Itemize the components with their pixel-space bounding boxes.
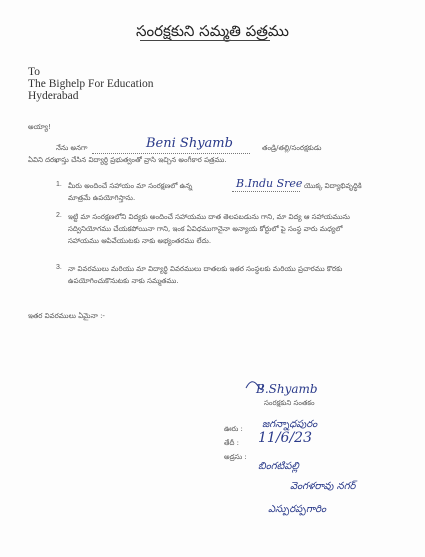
name-fill-line bbox=[92, 152, 250, 154]
guardian-signature-handwritten: B.Shyamb bbox=[256, 382, 318, 396]
item-1-line1-prefix: మీరు అందించే సహాయం మా సంరక్షణలో ఉన్న bbox=[68, 182, 193, 190]
date-label: తేదీ : bbox=[224, 439, 239, 447]
student-name-handwritten: B.Indu Sree bbox=[236, 177, 303, 190]
place-value-handwritten: జగన్నాధపురం bbox=[262, 419, 318, 430]
guardian-name-handwritten: Beni Shyamb bbox=[146, 136, 233, 151]
item-3-line2: ఉపయోగించుకొనుటకు నాకు సమ్మతము. bbox=[68, 277, 179, 285]
item-3-number: 3. bbox=[56, 264, 62, 271]
item-1-line2: మాత్రమే ఉపయోగిస్తాను. bbox=[68, 194, 136, 202]
item-2-line2: సద్వినియోగము చేయకపోయినా గాని, ఇంక ఏవిధముగానైనా అన్యాయ కోర్టులో పై సంస్థ వారు మధ్యలో bbox=[68, 225, 343, 233]
item-3-line1: నా వివరములు మరియు మా విద్యార్థి వివరములు దాతలకు ఇతర సంస్థలకు మరియు ప్రచారము కొరకు bbox=[68, 265, 343, 273]
student-fill-line bbox=[232, 190, 300, 192]
address-line1-handwritten: బింగటిపల్లి bbox=[258, 461, 299, 472]
page-title: సంరక్షకుని సమ్మతి పత్రము bbox=[136, 22, 289, 40]
item-2-number: 2. bbox=[56, 212, 62, 219]
address-line3-handwritten: ఎస్పురప్పగారిం bbox=[268, 504, 327, 515]
item-1-line1-suffix: యొక్క విద్యాభివృద్ధికి bbox=[304, 182, 362, 190]
title-underline bbox=[140, 40, 270, 41]
address-line2-handwritten: వెంగళరావు నగర్ bbox=[290, 481, 356, 492]
item-2-line1: ఇట్టి మా సంరక్షణలోని విద్యకు అందించే సహాయము దాత తెలపబడును గాని, మా విద్య ఆ సహాయమును bbox=[68, 213, 350, 221]
address-label: అడ్రసు : bbox=[224, 453, 247, 461]
date-value-handwritten: 11/6/23 bbox=[258, 430, 312, 446]
address-to: To bbox=[28, 66, 40, 78]
item-1-number: 1. bbox=[56, 181, 62, 188]
address-organization: The Bighelp For Education bbox=[28, 78, 154, 90]
place-label: ఊరు : bbox=[224, 425, 243, 433]
address-city: Hyderabad bbox=[28, 90, 79, 102]
item-2-line3: సహాయము ఆపివేయుటకు నాకు అభ్యంతరము లేదు. bbox=[68, 237, 212, 245]
salutation: అయ్యా! bbox=[28, 123, 51, 131]
pen-flourish-icon bbox=[244, 378, 264, 392]
signature-label: సంరక్షకుని సంతకం bbox=[264, 399, 315, 407]
intro-line2: ఏవిని దరఖాస్తు చేసిన విద్యార్థి ప్రభుత్వంతో వ్రాసి ఇచ్చిన అంగీకార పత్రము. bbox=[28, 156, 227, 164]
intro-prefix: నేను అనగా bbox=[56, 144, 88, 152]
intro-suffix: తండ్రి/తల్లి/సంరక్షకుడు bbox=[262, 144, 322, 152]
other-details-label: ఇతర వివరములు ఏమైనా :- bbox=[28, 312, 105, 320]
